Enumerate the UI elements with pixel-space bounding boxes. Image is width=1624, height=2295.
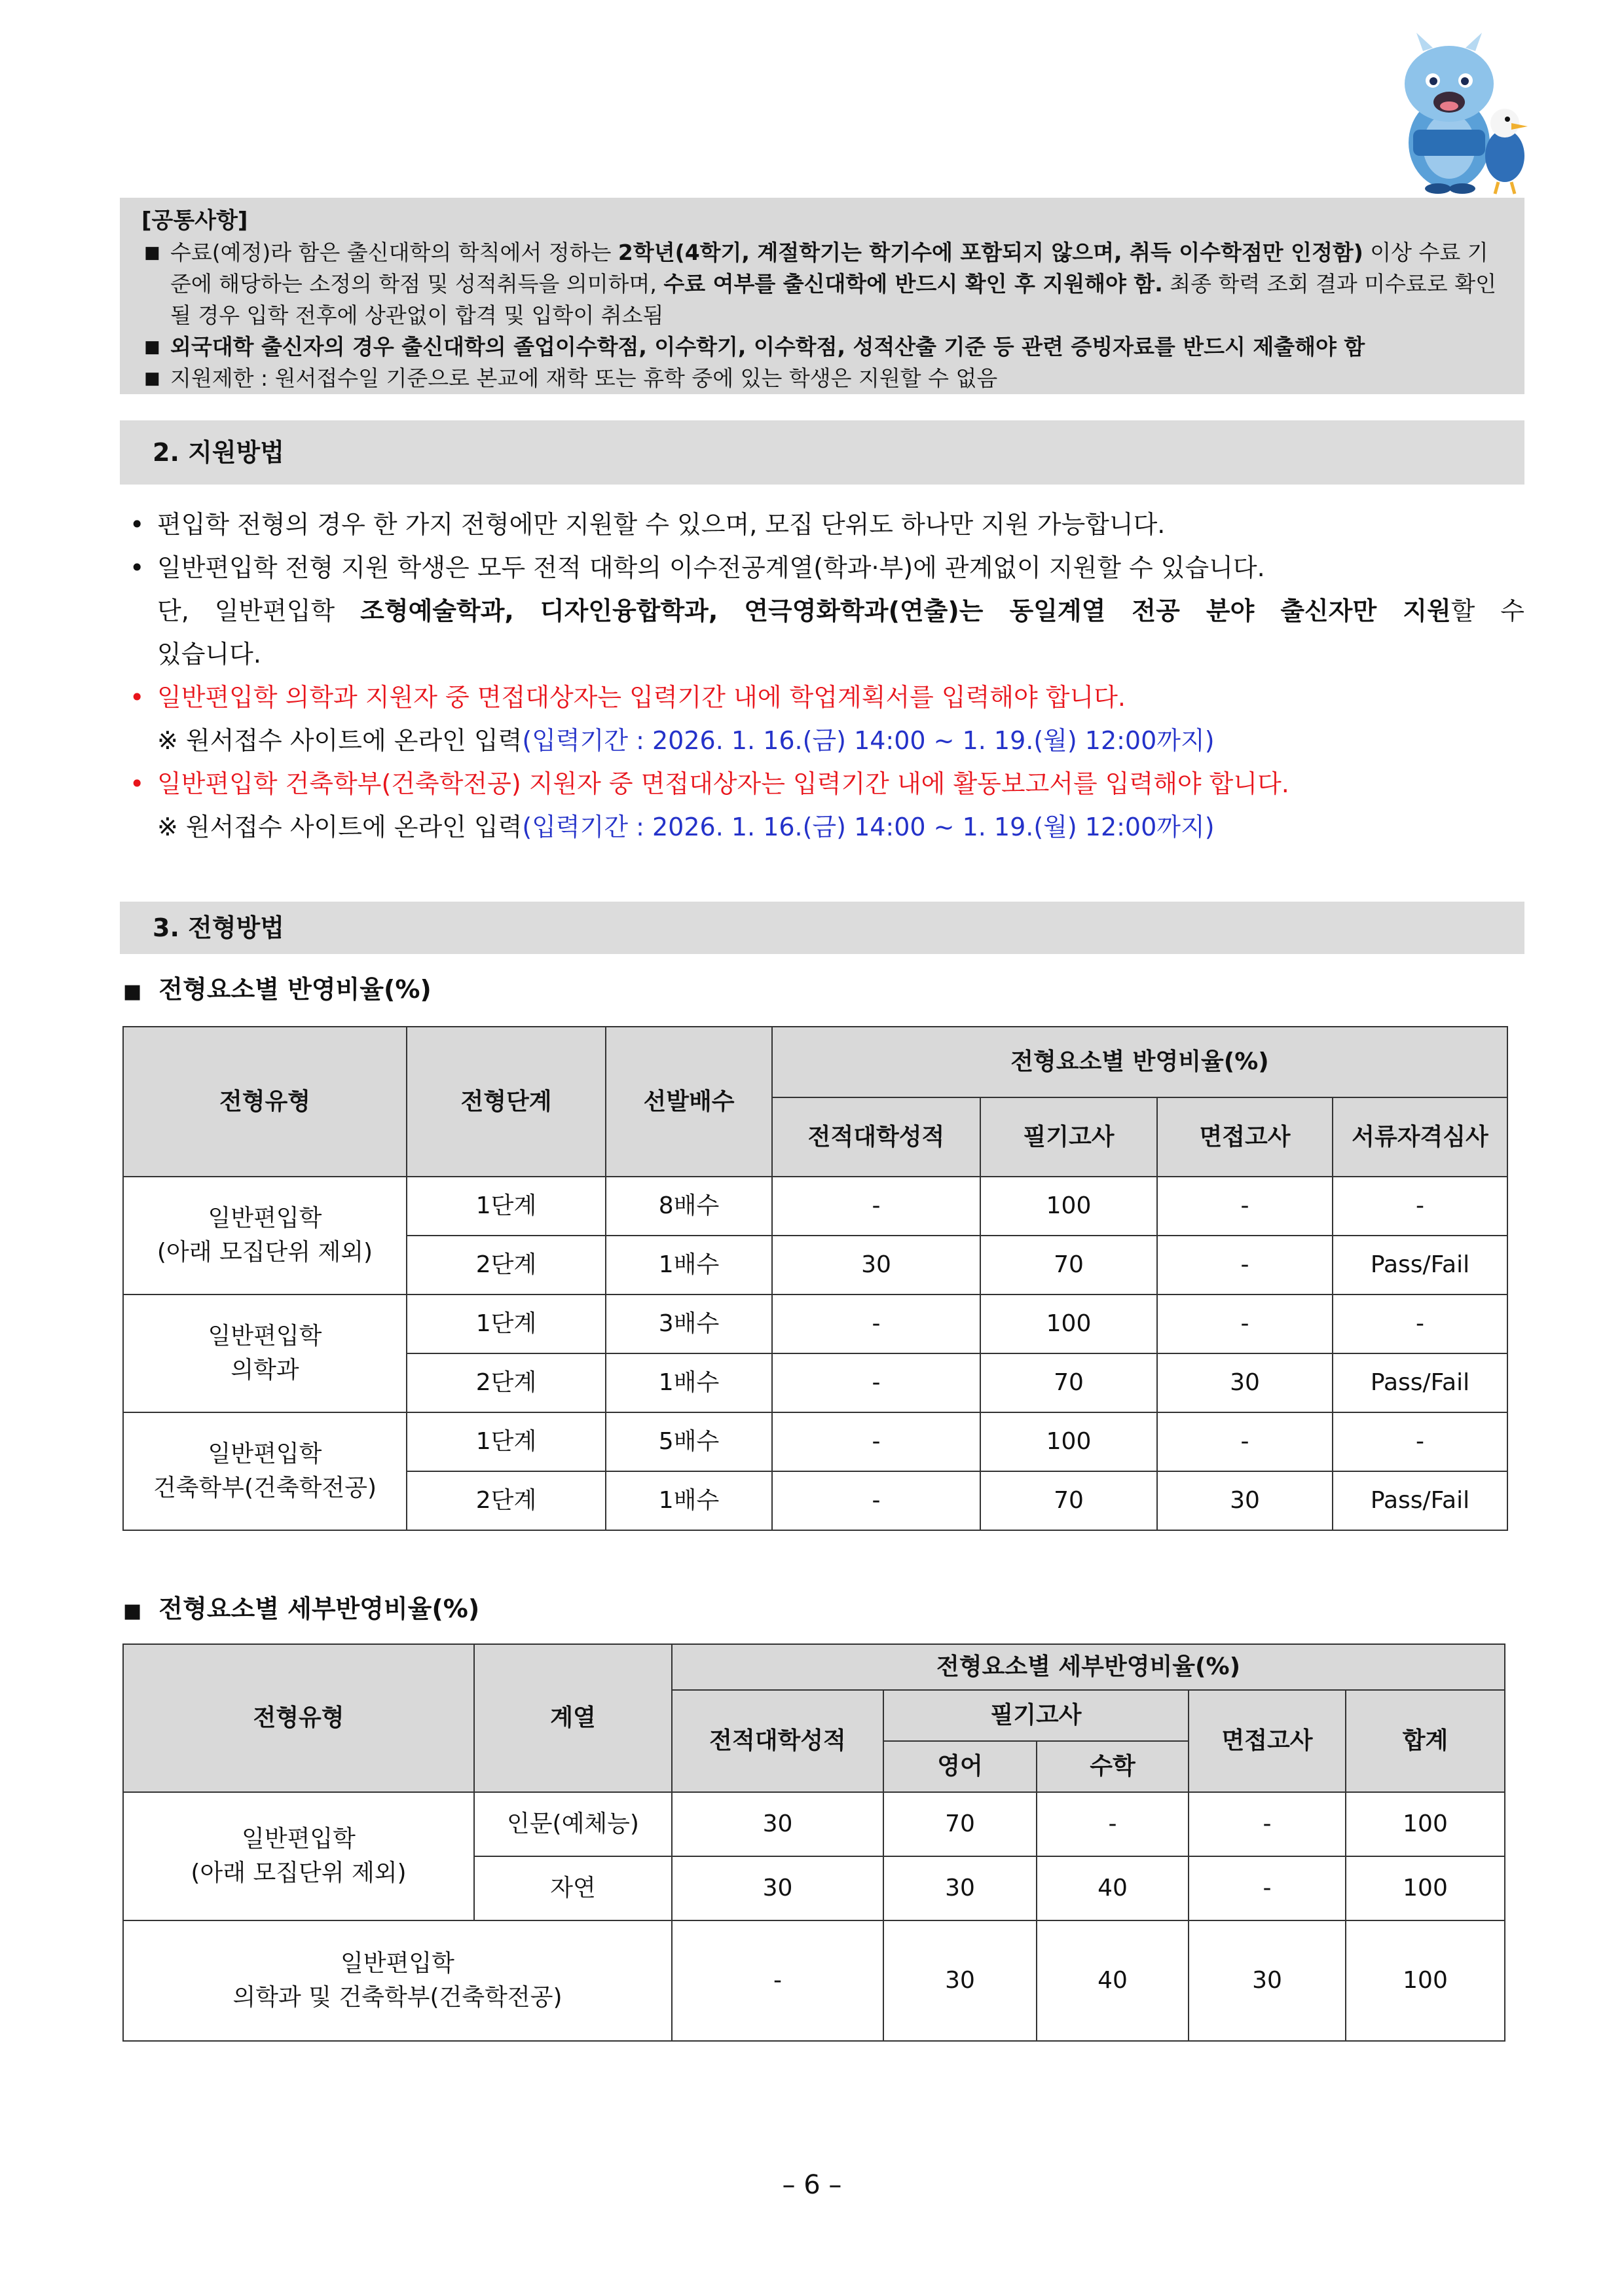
cell-value: 100 (1346, 1856, 1505, 1920)
table-caption-detail-ratio (123, 1592, 479, 1628)
cell-select: 1배수 (606, 1471, 772, 1530)
cell-field: 자연 (474, 1856, 672, 1920)
cell-field: 인문(예체능) (474, 1792, 672, 1856)
table-row (123, 1792, 1505, 1856)
notice-bold-text: 2학년(4학기, 계절학기는 학기수에 포함되지 않으며, 취득 이수학점만 인정함) (618, 240, 1363, 265)
cell-value: 30 (672, 1792, 883, 1856)
notice-text: 이상 수료 기준에 해당하는 소정의 학점 및 성적취득을 의미하며, (170, 240, 1488, 297)
notice-item-completion (141, 237, 1506, 331)
list-item-text: 일반편입학 건축학부(건축학전공) 지원자 중 면접대상자는 입력기간 내에 활동보고서를 입력해야 합니다. (157, 769, 1289, 798)
cell-value: 70 (980, 1471, 1157, 1530)
square-bullet-icon: ■ (144, 243, 160, 263)
notice-text: 수료(예정)라 함은 출신대학의 학칙에서 정하는 (170, 240, 618, 265)
cell-value: 40 (1037, 1856, 1189, 1920)
notice-bold-text: 수료 여부를 출신대학에 반드시 확인 후 지원해야 함. (663, 271, 1163, 297)
header-written-exam: 필기고사 (883, 1690, 1189, 1741)
cell-type: 일반편입학 (아래 모집단위 제외) (123, 1792, 474, 1920)
cell-value: - (1037, 1792, 1189, 1856)
notice-title: [공통사항] (141, 208, 248, 234)
cell-type: 일반편입학 의학과 및 건축학부(건축학전공) (123, 1920, 672, 2041)
header-interview: 면접고사 (1157, 1097, 1333, 1177)
cell-value: - (1157, 1412, 1333, 1471)
list-item-text: 일반편입학 전형 지원 학생은 모두 전적 대학의 이수전공계열(학과·부)에 관계없이 지원할 수 있습니다. (157, 553, 1265, 582)
header-math: 수학 (1037, 1741, 1189, 1792)
table-row (123, 1294, 1507, 1353)
selection-ratio-table (122, 1026, 1508, 1531)
cell-value: - (772, 1177, 980, 1236)
cell-stage: 1단계 (407, 1294, 606, 1353)
table-row (123, 1412, 1507, 1471)
square-bullet-icon: ■ (123, 1600, 142, 1623)
common-notice-box (120, 198, 1524, 394)
cell-value: 70 (980, 1353, 1157, 1412)
cell-stage: 2단계 (407, 1353, 606, 1412)
cell-select: 1배수 (606, 1236, 772, 1294)
cell-value: - (1189, 1792, 1346, 1856)
list-item-text: 단, 일반편입학 (157, 597, 361, 625)
header-detail-group: 전형요소별 세부반영비율(%) (672, 1644, 1505, 1690)
cell-value: 30 (883, 1920, 1037, 2041)
cell-value: 30 (772, 1236, 980, 1294)
cell-value: 40 (1037, 1920, 1189, 2041)
page-number: – 6 – (782, 2170, 842, 2200)
cell-select: 3배수 (606, 1294, 772, 1353)
list-item-continuation (130, 633, 1524, 676)
square-bullet-icon: ■ (144, 337, 160, 357)
cell-select: 1배수 (606, 1353, 772, 1412)
cell-stage: 2단계 (407, 1236, 606, 1294)
bullet-icon: • (130, 553, 145, 582)
cell-value: 100 (980, 1177, 1157, 1236)
list-item (130, 503, 1524, 546)
cell-value: 100 (1346, 1792, 1505, 1856)
section-header-application: 2. 지원방법 (120, 420, 1524, 485)
list-item-note (130, 719, 1524, 762)
header-prev-grades: 전적대학성적 (672, 1690, 883, 1792)
bullet-icon: • (130, 510, 145, 539)
notice-text: 최종 학력 조회 결과 미수료로 확인될 경우 입학 전후에 상관없이 합격 및 입학이 취소됨 (170, 271, 1496, 328)
header-stage: 전형단계 (407, 1027, 606, 1177)
cell-stage: 1단계 (407, 1412, 606, 1471)
header-ratio-group: 전형요소별 반영비율(%) (772, 1027, 1507, 1097)
cell-value: - (772, 1471, 980, 1530)
cell-value: - (1333, 1177, 1507, 1236)
cell-select: 5배수 (606, 1412, 772, 1471)
application-method-list (130, 503, 1524, 849)
section-header-selection: 3. 전형방법 (120, 902, 1524, 954)
list-item-text: 할 수 (1450, 597, 1524, 625)
square-bullet-icon: ■ (123, 980, 142, 1003)
cell-select: 8배수 (606, 1177, 772, 1236)
cell-value: 30 (1189, 1920, 1346, 2041)
cell-value: Pass/Fail (1333, 1471, 1507, 1530)
header-select: 선발배수 (606, 1027, 772, 1177)
input-period-text: (입력기간 : 2026. 1. 16.(금) 14:00 ~ 1. 19.(월) 12:00까지) (522, 813, 1215, 841)
cell-type: 일반편입학 (아래 모집단위 제외) (123, 1177, 407, 1294)
cell-value: - (772, 1412, 980, 1471)
cell-type: 일반편입학 의학과 (123, 1294, 407, 1412)
cell-stage: 1단계 (407, 1177, 606, 1236)
cell-value: - (772, 1353, 980, 1412)
header-total: 합계 (1346, 1690, 1505, 1792)
table-caption-ratio (123, 973, 432, 1008)
list-item-architecture (130, 762, 1524, 805)
cell-value: - (672, 1920, 883, 2041)
list-item-bold-text: 조형예술학과, 디자인융합학과, 연극영화학과(연출)는 동일계열 전공 분야 출신자만 지원 (360, 597, 1451, 625)
header-prev-grades: 전적대학성적 (772, 1097, 980, 1177)
detail-ratio-table (122, 1643, 1505, 2042)
list-item-continuation (130, 589, 1524, 633)
bullet-icon: • (130, 769, 145, 798)
cell-value: 100 (980, 1412, 1157, 1471)
caption-text: 전형요소별 세부반영비율(%) (158, 1594, 480, 1623)
notice-item-restriction (141, 363, 1506, 394)
list-item (130, 546, 1524, 589)
list-item-medical (130, 676, 1524, 719)
header-english: 영어 (883, 1741, 1037, 1792)
cell-value: - (1157, 1294, 1333, 1353)
bullet-icon: • (130, 683, 145, 712)
mascot-illustration (1387, 31, 1538, 195)
cell-value: - (1157, 1177, 1333, 1236)
header-interview: 면접고사 (1189, 1690, 1346, 1792)
cell-value: 70 (980, 1236, 1157, 1294)
input-period-text: (입력기간 : 2026. 1. 16.(금) 14:00 ~ 1. 19.(월) 12:00까지) (522, 726, 1215, 755)
header-document: 서류자격심사 (1333, 1097, 1507, 1177)
list-item-text: 일반편입학 의학과 지원자 중 면접대상자는 입력기간 내에 학업계획서를 입력해야 합니다. (157, 683, 1126, 712)
list-item-note (130, 805, 1524, 849)
cell-value: 100 (1346, 1920, 1505, 2041)
cell-value: Pass/Fail (1333, 1353, 1507, 1412)
cell-value: - (772, 1294, 980, 1353)
header-type: 전형유형 (123, 1644, 474, 1792)
header-written-exam: 필기고사 (980, 1097, 1157, 1177)
caption-text: 전형요소별 반영비율(%) (158, 975, 432, 1004)
square-bullet-icon: ■ (144, 369, 160, 388)
cell-value: - (1157, 1236, 1333, 1294)
cell-value: Pass/Fail (1333, 1236, 1507, 1294)
notice-text: 지원제한 : 원서접수일 기준으로 본교에 재학 또는 휴학 중에 있는 학생은 지원할 수 없음 (170, 365, 998, 391)
cell-value: 30 (883, 1856, 1037, 1920)
table-row (123, 1920, 1505, 2041)
bird-mascot-icon (1485, 109, 1528, 194)
cell-value: 70 (883, 1792, 1037, 1856)
notice-bold-text: 외국대학 출신자의 경우 출신대학의 졸업이수학점, 이수학기, 이수학점, 성적산출 기준 등 관련 증빙자료를 반드시 제출해야 함 (170, 334, 1365, 359)
notice-item-foreign (141, 331, 1506, 363)
list-item-text: 있습니다. (157, 640, 261, 669)
dragon-mascot-icon (1405, 33, 1494, 194)
cell-value: - (1333, 1294, 1507, 1353)
cell-value: 30 (1157, 1471, 1333, 1530)
note-text: ※ 원서접수 사이트에 온라인 입력 (157, 726, 523, 755)
cell-type: 일반편입학 건축학부(건축학전공) (123, 1412, 407, 1530)
list-item-text: 편입학 전형의 경우 한 가지 전형에만 지원할 수 있으며, 모집 단위도 하나만 지원 가능합니다. (157, 510, 1166, 539)
note-text: ※ 원서접수 사이트에 온라인 입력 (157, 813, 523, 841)
cell-value: 30 (1157, 1353, 1333, 1412)
cell-value: 30 (672, 1856, 883, 1920)
cell-value: - (1333, 1412, 1507, 1471)
cell-stage: 2단계 (407, 1471, 606, 1530)
table-row (123, 1177, 1507, 1236)
cell-value: - (1189, 1856, 1346, 1920)
header-type: 전형유형 (123, 1027, 407, 1177)
cell-value: 100 (980, 1294, 1157, 1353)
header-field: 계열 (474, 1644, 672, 1792)
